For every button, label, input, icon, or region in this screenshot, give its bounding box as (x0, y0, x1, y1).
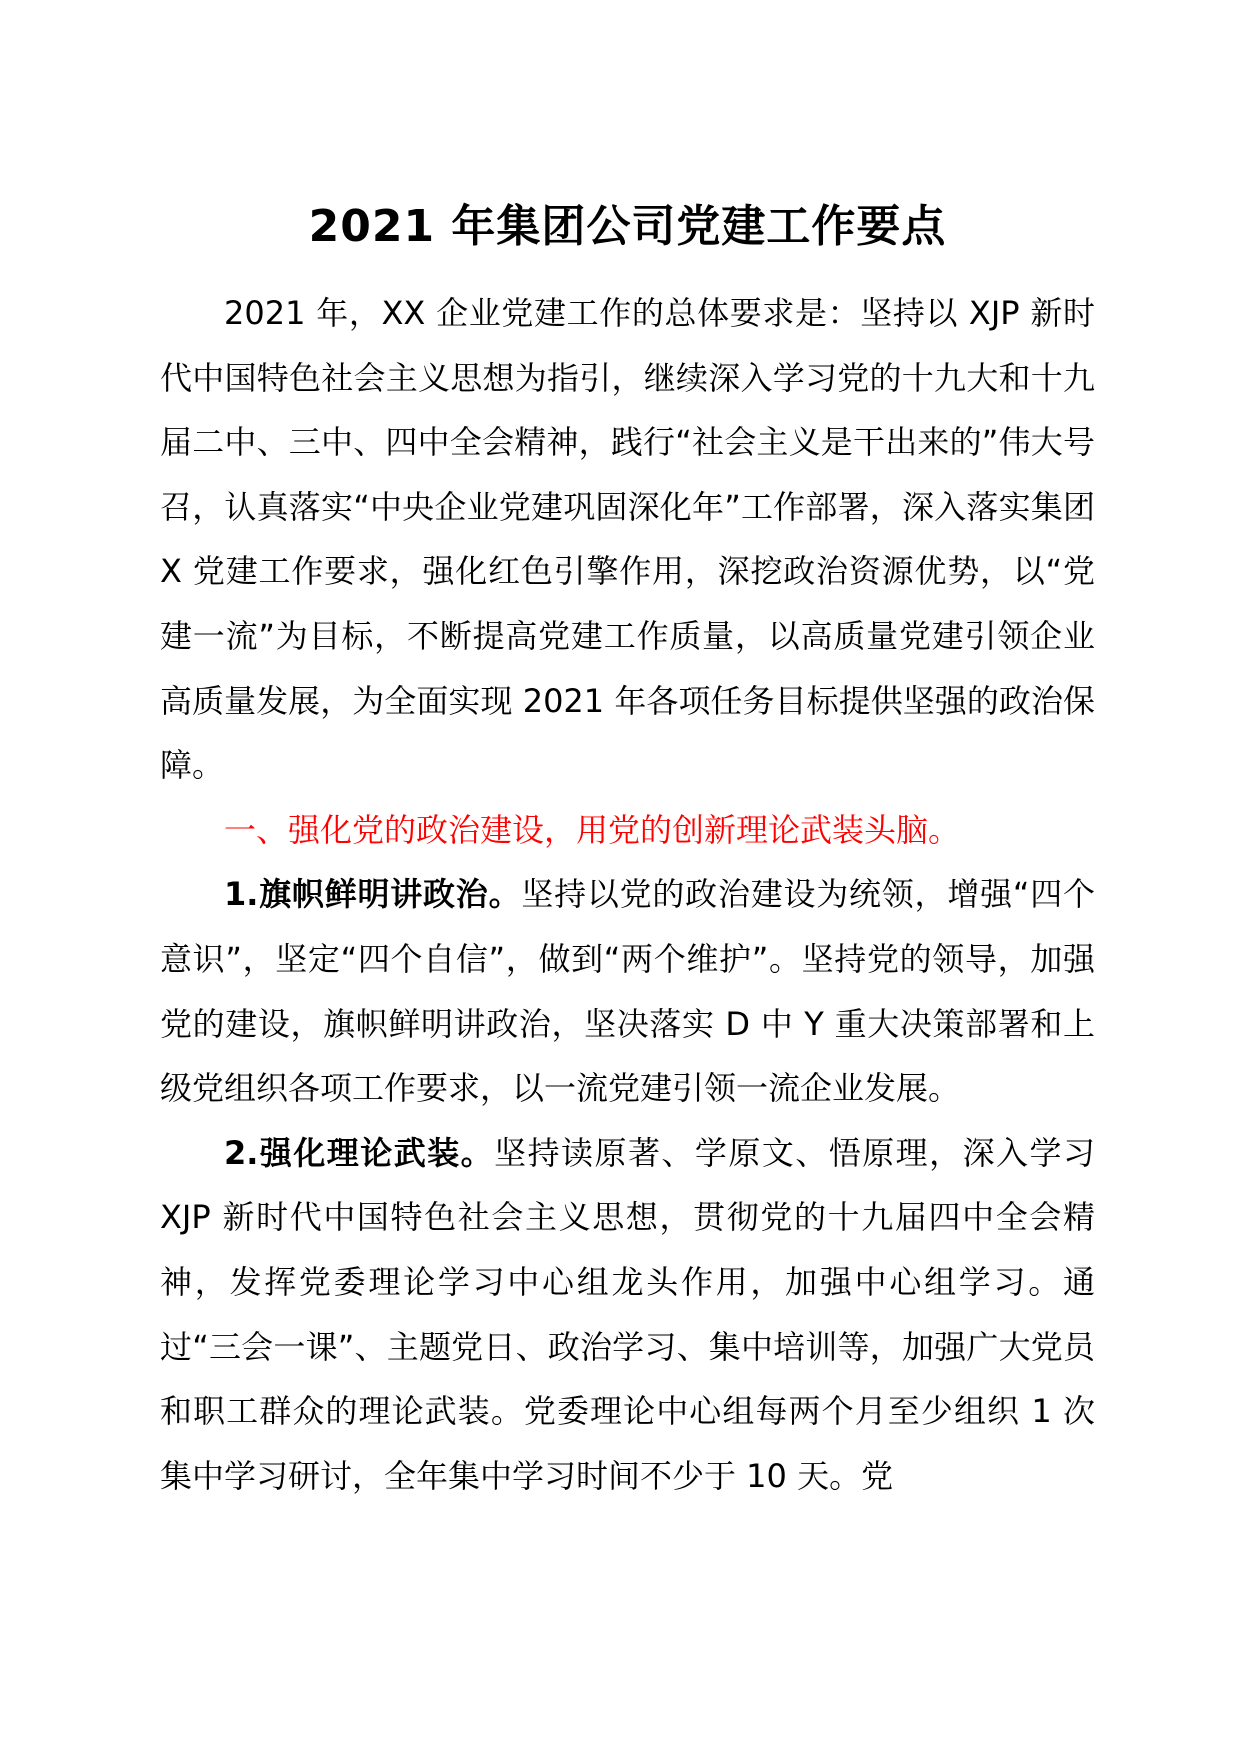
item-paragraph-2 (160, 1121, 1095, 1509)
item-body-2: 坚持读原著、学原文、悟原理，深入学习 XJP 新时代中国特色社会主义思想，贯彻党的十九届四中全会精神，发挥党委理论学习中心组龙头作用，加强中心组学习。通过“三会一课”、主题党日、政治学习、集中培训等，加强广大党员和职工群众的理论武装。党委理论中心组每两个月至少组织 1 次集中学习研讨，全年集中学习时间不少于 10 天。党 (160, 1133, 1095, 1495)
item-body-1: 坚持以党的政治建设为统领，增强“四个意识”，坚定“四个自信”，做到“两个维护”。坚持党的领导，加强党的建设，旗帜鲜明讲政治，坚决落实 D 中 Y 重大决策部署和上级党组织各项工作要求，以一流党建引领一流企业发展。 (160, 875, 1095, 1108)
item-lead-1: 1.旗帜鲜明讲政治。 (224, 875, 522, 914)
item-lead-2: 2.强化理论武装。 (224, 1133, 495, 1172)
document-page (160, 195, 1095, 1508)
intro-paragraph: 2021 年，XX 企业党建工作的总体要求是：坚持以 XJP 新时代中国特色社会主义思想为指引，继续深入学习党的十九大和十九届二中、三中、四中全会精神，践行“社会主义是干出来的”伟大号召，认真落实“中央企业党建巩固深化年”工作部署，深入落实集团 X 党建工作要求，强化红色引擎作用，深挖政治资源优势，以“党建一流”为目标，不断提高党建工作质量，以高质量党建引领企业高质量发展，为全面实现 2021 年各项任务目标提供坚强的政治保障。 (160, 294, 1095, 785)
item-paragraph-1 (160, 862, 1095, 1120)
section-heading-1: 一、强化党的政治建设，用党的创新理论武装头脑。 (224, 810, 961, 849)
document-title: 2021 年集团公司党建工作要点 (308, 201, 947, 252)
